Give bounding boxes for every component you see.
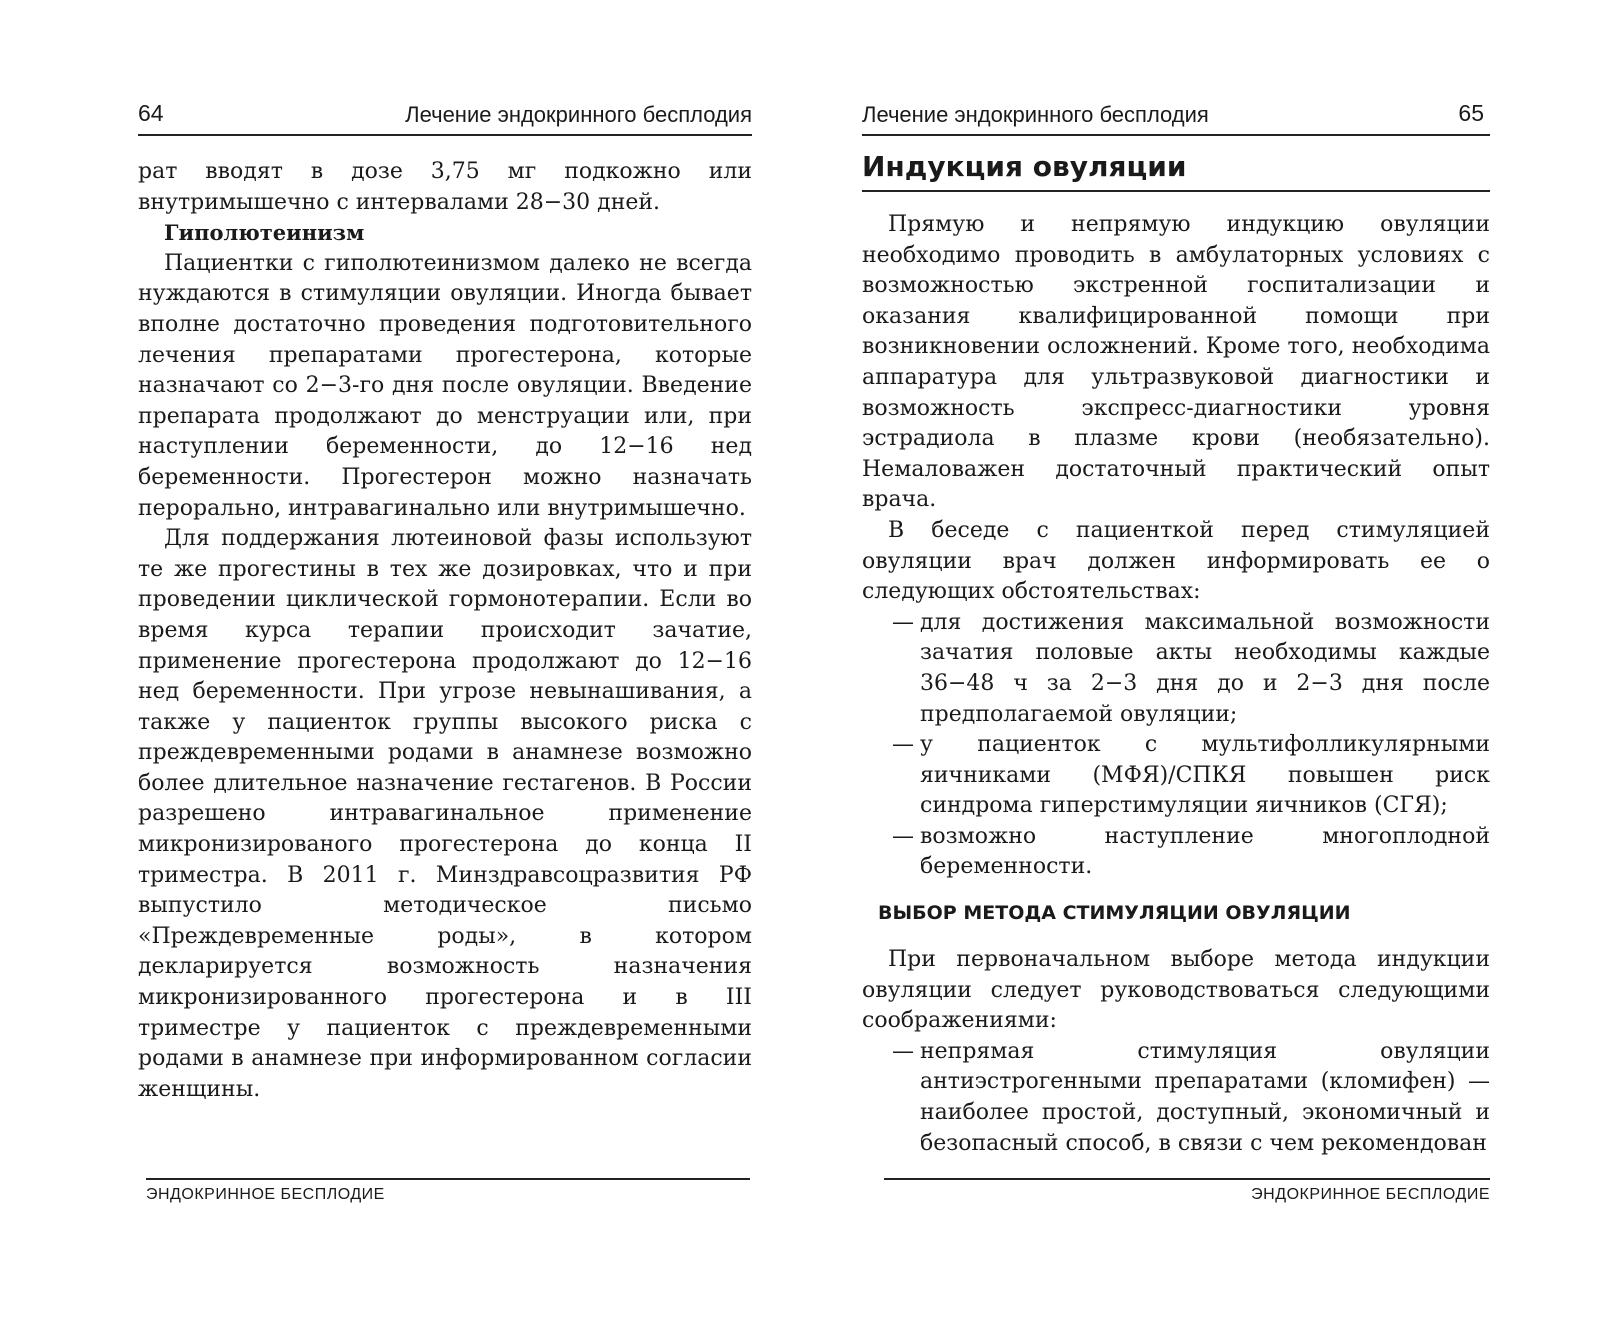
dash-marker: — [892, 609, 914, 635]
list-item [862, 1037, 1490, 1159]
page-number: 64 [138, 100, 164, 126]
footer-text: ЭНДОКРИННОЕ БЕСПЛОДИЕ [1251, 1186, 1490, 1203]
running-header-title: Лечение эндокринного бесплодия [405, 102, 752, 127]
running-footer [146, 1178, 750, 1210]
list-item-text: для достижения максимальной возможности зачатия половые акты необходимы каждые 36−48 ч за 2−3 дня до и 2−3 дня после предполагаемой овуляции; [920, 609, 1490, 727]
subheading: Гиполютеинизм [164, 220, 365, 246]
dash-marker: — [892, 823, 914, 849]
list-item [862, 822, 1490, 883]
subsection-title: ВЫБОР МЕТОДА СТИМУЛЯЦИИ ОВУЛЯЦИИ [878, 902, 1351, 924]
section-title: Индукция овуляции [862, 150, 1490, 192]
running-header-title: Лечение эндокринного бесплодия [862, 102, 1209, 127]
body-text [862, 210, 1490, 883]
running-header [138, 96, 752, 136]
body-text [138, 157, 752, 1105]
footer-text: ЭНДОКРИННОЕ БЕСПЛОДИЕ [146, 1186, 385, 1203]
paragraph: При первоначальном выборе метода индукции овуляции следует руководствоваться следующими соображениями: [862, 947, 1490, 1034]
list-item-text: у пациенток с мультифолликулярными яичниками (МФЯ)/СПКЯ повышен риск синдрома гиперстимуляции яичников (СГЯ); [920, 732, 1490, 819]
paragraph: рат вводят в дозе 3,75 мг подкожно или внутримышечно с интервалами 28−30 дней. [138, 159, 752, 215]
paragraph: Для поддержания лютеиновой фазы используют те же прогестины в тех же дозировках, что и при проведении циклической гормонотерапии. Если во время курса терапии происходит зачатие, применение прогестерона продолжают до 12−16 нед беременности. При угрозе невынашивания, а также у пациенток группы высокого риска с преждевременными родами в анамнезе возможно более длительное назначение гестагенов. В России разрешено интравагинальное применение микронизированого прогестерона до конца II триместра. В 2011 г. Минздравсоцразвития РФ выпустило методическое письмо «Преждевременные роды», в котором декларируется возможность назначения микронизированного прогестерона и в III триместре у пациенток с преждевременными родами в анамнезе при информированном согласии женщины. [138, 526, 752, 1102]
bullet-list [862, 1037, 1490, 1159]
bullet-list [862, 608, 1490, 883]
running-footer [884, 1178, 1490, 1210]
right-page [800, 0, 1600, 1330]
paragraph: В беседе с пациенткой перед стимуляцией овуляции врач должен информировать ее о следующих обстоятельствах: [862, 517, 1490, 605]
paragraph: Прямую и непрямую индукцию овуляции необходимо проводить в амбулаторных условиях с возможностью экстренной госпитализации и оказания квалифицированной помощи при возникновении осложнений. Кроме того, необходима аппаратура для ультразвуковой диагностики и возможность экспресс-диагностики уровня эстрадиола в плазме крови (необязательно). Немаловажен достаточный практический опыт врача. [862, 212, 1490, 513]
dash-marker: — [892, 732, 914, 758]
dash-marker: — [892, 1038, 914, 1064]
list-item [862, 608, 1490, 730]
body-text [862, 945, 1490, 1159]
list-item-text: возможно наступление многоплодной беременности. [920, 823, 1490, 880]
paragraph: Пациентки с гиполютеинизмом далеко не всегда нуждаются в стимуляции овуляции. Иногда бывает вполне достаточно проведения подготовительного лечения препаратами прогестерона, которые назначают со 2−3-го дня после овуляции. Введение препарата продолжают до менструации или, при наступлении беременности, до 12−16 нед беременности. Прогестерон можно назначать перорально, интравагинально или внутримышечно. [138, 250, 752, 521]
page-number: 65 [1458, 100, 1484, 126]
running-header [862, 96, 1490, 136]
list-item-text: непрямая стимуляция овуляции антиэстрогенными препаратами (кломифен) — наиболее простой, доступный, экономичный и безопасный способ, в связи с чем рекомендован [920, 1038, 1490, 1156]
list-item [862, 730, 1490, 822]
